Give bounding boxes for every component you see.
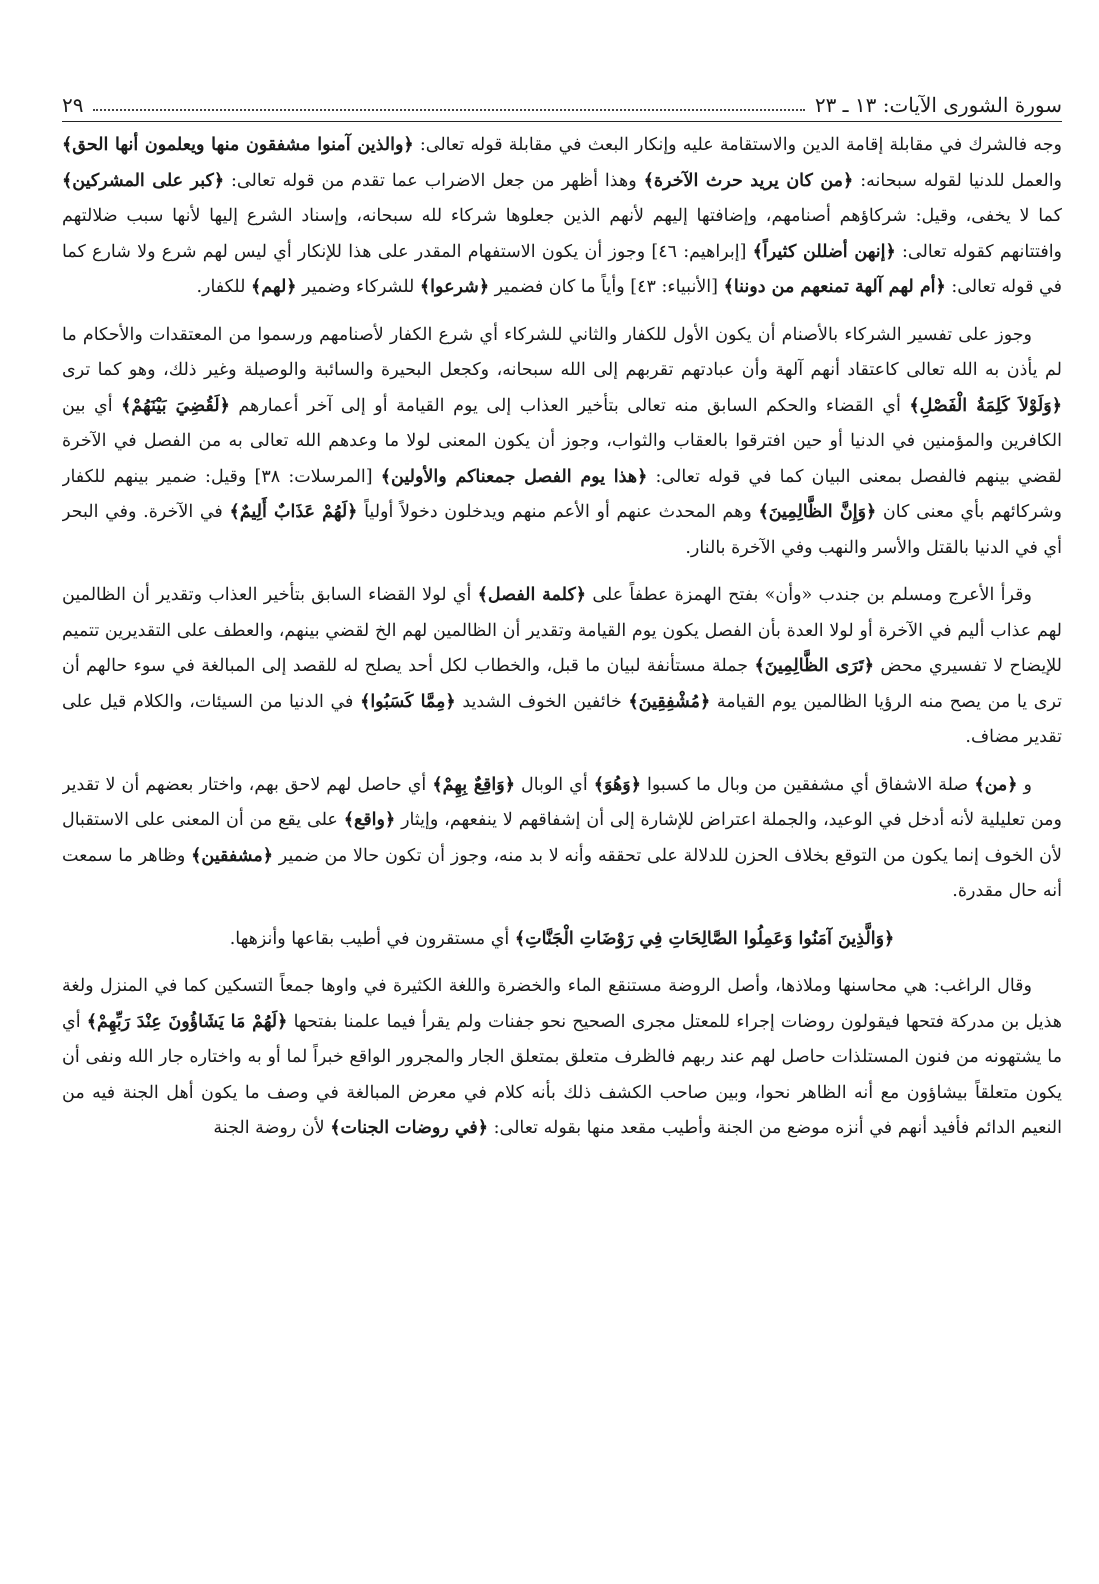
text-run: [الأنبياء: ٤٣] وأياً ما كان فضمير [489,277,724,297]
quran-quote: ﴿وَلَوْلاَ كَلِمَةُ الْفَصْلِ﴾ [909,395,1062,416]
text-run: أي لولا القضاء السابق بتأخير العذاب وتقدير أن الظالمين لهم عذاب أليم في الآخرة أو لولا العدة بأن الفصل يكون يوم القيامة وتقدير أن الظالمين لهم الخ لقضي بينهم، والعطف على التقديرين تتميم للإيضاح لا تفسيري محض [62,585,1062,676]
text-run: في الدنيا من السيئات، والكلام قيل على تقدير مضاف. [62,691,1062,747]
quran-quote: ﴿كبر على المشركين﴾ [62,170,225,191]
paragraph-p5 [62,922,1062,958]
text-run: وهم المحدث عنهم أو الأعم منهم ويدخلون دخولاً أولياً [357,502,759,522]
text-run: جملة مستأنفة لبيان ما قبل، والخطاب لكل أحد يصلح له للقصد إلى المبالغة في سوء حالهم أن ترى يا من يصح منه الرؤيا الظالمين يوم القيامة [62,656,1062,712]
quran-quote: ﴿لَهُمْ مَا يَشَاؤُونَ عِنْدَ رَبِّهِمْ﴾ [86,1011,288,1032]
quran-quote: ﴿لهم﴾ [251,277,297,297]
commentary-text [62,128,1062,1147]
text-run: لأن روضة الجنة [213,1118,331,1138]
text-run: للكفار. [196,277,251,297]
text-run: أي حاصل لهم لاحق بهم، واختار بعضهم أن لا تقدير ومن تعليلية لأنه أدخل في الوعيد، والجملة اعتراض للإشارة إلى أن إشفاقهم لا ينفعهم، وإيثار [62,774,1062,830]
text-run: أي الوبال [514,774,594,795]
text-run: وقرأ الأعرج ومسلم بن جندب «وأن» بفتح الهمزة عطفاً على [586,585,1032,605]
paragraph-p1 [62,128,1062,306]
quran-quote: ﴿من﴾ [974,774,1018,795]
text-run: أي ما يشتهونه من فنون المستلذات حاصل لهم عند ربهم فالظرف متعلق بمتعلق الجار والمجرور الواقع خبراً لما أو به واختاره جار الله ونفى أن يكون متعلقاً بيشاؤون مع أنه الظاهر نحوا، وبين صاحب الكشف ذلك بأنه كلام في معرض المبالغة في وصف ما يكون أهل الجنة فيه من النعيم الدائم فأفيد أنهم في أنزه موضع من الجنة وأطيب مقعد منها بقوله تعالى: [62,1011,1062,1138]
text-run: [إبراهيم: ٤٦] وجوز أن يكون الاستفهام المقدر على هذا للإنكار أي ليس لهم شرع ولا شارع كما في قوله تعالى: [62,241,1062,297]
page-header [62,78,1062,122]
running-title: سورة الشورى الآيات: ١٣ ـ ٢٣ [814,93,1062,117]
text-run: في الآخرة. وفي البحر أي في الدنيا بالقتل والأسر والنهب وفي الآخرة بالنار. [62,502,1062,558]
quran-quote: ﴿مِمَّا كَسَبُوا﴾ [360,691,456,712]
quran-quote: ﴿في روضات الجنات﴾ [330,1118,489,1138]
text-run: وظاهر ما سمعت أنه حال مقدرة. [62,845,1062,901]
text-run: خائفين الخوف الشديد [455,691,629,712]
quran-quote: ﴿كلمة الفصل﴾ [477,585,587,605]
text-run: على يقع من أن المعنى على الاستقبال لأن الخوف إنما يكون من التوقع بخلاف الحزن للدلالة على تحققه وأنه لا بد منه، وجوز أن تكون حالا من ضمير [62,810,1062,866]
text-run: أي مستقرون في أطيب بقاعها وأنزهها. [229,928,515,949]
quran-quote: ﴿لَهُمْ عَذَابٌ أَلِيمٌ﴾ [229,502,358,522]
quran-quote: ﴿من كان يريد حرث الآخرة﴾ [643,170,854,191]
quran-quote: ﴿وَاقِعٌ بِهِمْ﴾ [432,774,515,795]
text-run: والعمل للدنيا لقوله سبحانه: [853,170,1062,191]
text-run: [المرسلات: ٣٨] وقيل: ضمير بينهم للكفار وشركائهم بأي معنى كان [62,466,1062,522]
quran-quote: ﴿واقع﴾ [343,810,396,830]
paragraph-p6 [62,969,1062,1147]
quran-quote: ﴿وَالَّذِينَ آمَنُوا وَعَمِلُوا الصَّالِحَاتِ فِي رَوْضَاتِ الْجَنَّاتِ﴾ [514,928,895,949]
text-run: و [1017,774,1032,795]
text-run: وجه فالشرك في مقابلة إقامة الدين والاستقامة عليه وإنكار البعث في مقابلة قوله تعالى: [413,135,1062,155]
quran-quote: ﴿أم لهم آلهة تمنعهم من دوننا﴾ [723,277,946,297]
book-page [62,78,1062,1568]
page-number: ٢٩ [62,93,84,117]
quran-quote: ﴿لَقُضِيَ بَيْنَهُمْ﴾ [121,395,230,416]
text-run: للشركاء وضمير [296,277,420,297]
paragraph-p3 [62,578,1062,756]
quran-quote: ﴿تَرَى الظَّالِمِينَ﴾ [754,656,875,676]
text-run: وهذا أظهر من جعل الاضراب عما تقدم من قوله تعالى: [224,170,644,191]
text-run: أي بين الكافرين والمؤمنين في الدنيا أو حين افترقوا بالعقاب والثواب، وجوز أن يكون المعنى لولا ما وعدهم الله تعالى به من الفصل في الآخرة لقضي بينهم فالفصل بمعنى البيان كما في قوله تعالى: [62,395,1062,487]
text-run: وجوز على تفسير الشركاء بالأصنام أن يكون الأول للكفار والثاني للشركاء أي شرع الكفار لأصنامهم ورسموا من المعتقدات والأحكام ما لم يأذن به الله تعالى كاعتقاد أنهم آلهة وأن عبادتهم تقربهم إلى الله سبحانه، وكجعل البحيرة والسائبة والوصيلة وغير ذلك، وهو كما ترى [62,324,1062,380]
quran-quote: ﴿وَهُوَ﴾ [593,774,641,795]
quran-quote: ﴿وَإِنَّ الظَّالِمِينَ﴾ [758,502,877,522]
quran-quote: ﴿إنهن أضللن كثيراً﴾ [752,241,896,262]
quran-quote: ﴿شرعوا﴾ [419,277,490,297]
header-leader-dots [93,108,804,111]
quran-quote: ﴿والذين آمنوا مشفقون منها ويعلمون أنها الحق﴾ [62,135,414,155]
text-run: صلة الاشفاق أي مشفقين من وبال ما كسبوا [641,774,975,795]
quran-quote: ﴿مُشْفِقِينَ﴾ [628,691,711,712]
paragraph-p4 [62,768,1062,910]
text-run: وقال الراغب: هي محاسنها وملاذها، وأصل الروضة مستنقع الماء والخضرة واللغة الكثيرة في واوها جمعاً التسكين كما في المنزل ولغة هذيل بن مدركة فتحها فيقولون روضات إجراء للمعتل مجرى الصحيح نحو جفنات ولم يقرأ فيما علمنا بفتحها [62,976,1062,1032]
text-run: كما لا يخفى، وقيل: شركاؤهم أصنامهم، وإضافتها إليهم لأنهم الذين جعلوها شركاء لله سبحانه، وإسناد الشرع إليها لأنها سبب ضلالتهم وافتتانهم كقوله تعالى: [62,206,1062,262]
text-run: أي القضاء والحكم السابق منه تعالى بتأخير العذاب إلى يوم القيامة أو إلى آخر أعمارهم [229,395,910,416]
quran-quote: ﴿مشفقين﴾ [191,845,273,866]
paragraph-p2 [62,318,1062,567]
quran-quote: ﴿هذا يوم الفصل جمعناكم والأولين﴾ [380,466,648,487]
